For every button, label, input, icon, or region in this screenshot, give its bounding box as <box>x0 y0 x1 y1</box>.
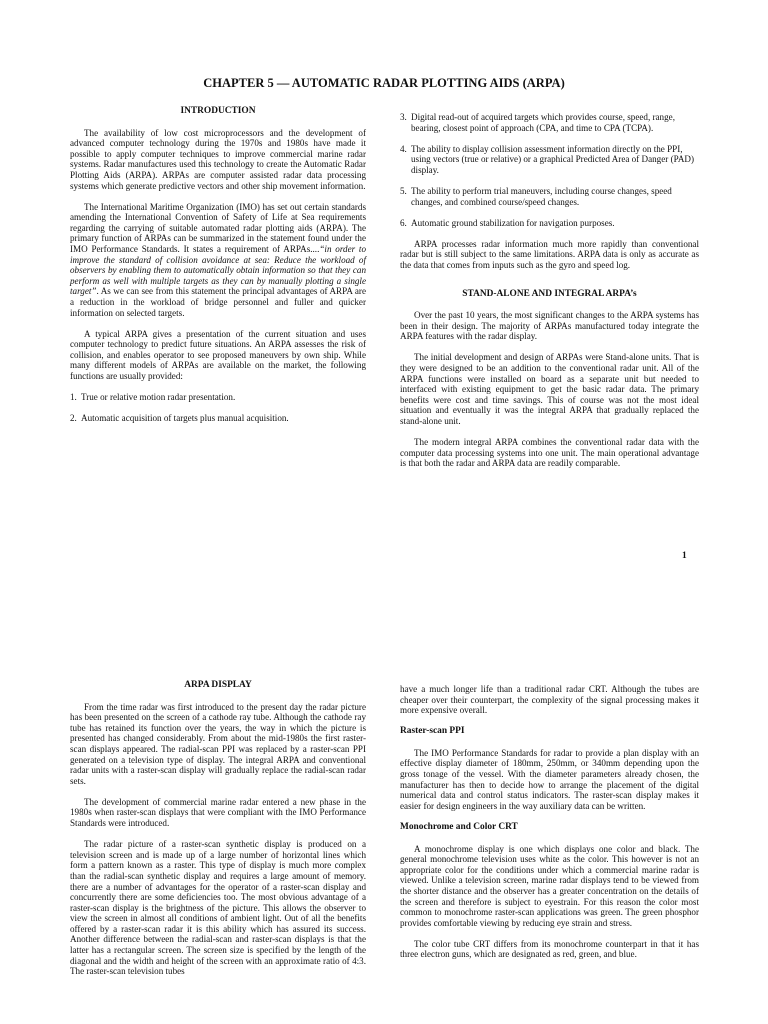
function-list-continued <box>400 112 699 228</box>
paragraph: A monochrome display is one which displays one color and black. The general monochrome television uses white as the color. This however is not an appropriate color for the conditions under which a commercial marine radar is viewed. Unlike a television screen, marine radar displays tend to be viewed from the shorter distance and the observer has a greater concentration on the details of the screen and therefore is subject to eyestrain. For this reason the color most common to monochrome raster-scan applications was green. The green phosphor provides comfortable viewing by reducing eye strain and stress. <box>400 843 699 928</box>
list-item <box>400 186 699 207</box>
section-heading-stand-alone: STAND-ALONE AND INTEGRAL ARPA’s <box>462 288 637 299</box>
page1-left-column <box>70 106 366 434</box>
list-text: Automatic ground stabilization for navigation purposes. <box>411 217 615 228</box>
list-item <box>400 112 699 133</box>
paragraph: The modern integral ARPA combines the conventional radar data with the computer data processing systems into one unit. The main operational advantage is that both the radar and ARPA data are readily comparable. <box>400 437 699 469</box>
list-text: The ability to perform trial maneuvers, including course changes, speed changes, and combined course/speed changes. <box>411 185 672 207</box>
list-text: Digital read-out of acquired targets which provides course, speed, range, bearing, closest point of approach (CPA, and time to CPA (TCPA). <box>411 112 675 133</box>
list-text: True or relative motion radar presentation. <box>81 392 236 403</box>
paragraph-imo <box>70 202 366 319</box>
list-item <box>70 413 366 424</box>
paragraph: ARPA processes radar information much more rapidly than conventional radar but is still subject to the same limitations. ARPA data is only as accurate as the data that comes from inputs such as the gyro and speed log. <box>400 238 699 270</box>
paragraph: The initial development and design of ARPAs were Stand-alone units. That is they were designed to be an addition to the conventional radar unit. All of the ARPA functions were installed on board as a separate unit but needed to interfaced with existing equipment to get the basic radar data. The primary benefits were cost and time savings. This of course was not the most ideal situation and eventually it was the integral ARPA that gradually replaced the stand-alone unit. <box>400 352 699 426</box>
paragraph: Over the past 10 years, the most significant changes to the ARPA systems has been in their design. The majority of ARPAs manufactured today integrate the ARPA features with the radar display. <box>400 310 699 342</box>
paragraph: The color tube CRT differs from its monochrome counterpart in that it has three electron guns, which are designated as red, green, and blue. <box>400 938 699 960</box>
section-heading-introduction: INTRODUCTION <box>180 106 256 116</box>
paragraph: The IMO Performance Standards for radar to provide a plan display with an effective display diameter of 180mm, 250mm, or 340mm depending upon the gross tonage of the vessel. With the diameter parameters already chosen, the manufacturer has then to decide how to arrange the placement of the digital numerical data and control status indicators. The raster-scan display makes it easier for design engineers in the way auxiliary data can be written. <box>400 747 699 811</box>
list-item <box>400 144 699 176</box>
page2-right-column <box>400 684 699 970</box>
chapter-title: CHAPTER 5 — AUTOMATIC RADAR PLOTTING AIDS (ARPA) <box>203 76 565 90</box>
page-number: 1 <box>682 551 687 561</box>
paragraph: A typical ARPA gives a presentation of the current situation and uses computer technology to predict future situations. An ARPA assesses the risk of collision, and enables operator to see proposed maneuvers by own ship. While many different models of ARPAs are available on the market, the following functions are usually provided: <box>70 328 366 382</box>
page2-left-column <box>70 680 366 987</box>
paragraph-text: The International Maritime Organization (IMO) has set out certain standards amending the International Convention of Safety of Life at Sea requirements regarding the carrying of suitable automated radar plotting aids (ARPA). The primary function of ARPAs can be summarized in the statement found under the IMO Performance Standards. It states a requirement of ARPAs.... <box>70 201 366 255</box>
imo-quote: “in order to improve the standard of collision avoidance at sea: Reduce the workload of observers by enabling them to automatically obtain information so that they can perform as well with multiple targets as they can by manually plotting a single target” <box>70 244 366 297</box>
list-number: 5. <box>400 185 407 196</box>
paragraph: The development of commercial marine radar entered a new phase in the 1980s when raster-scan displays that were compliant with the IMO Performance Standards were introduced. <box>70 796 366 829</box>
paragraph: From the time radar was first introduced to the present day the radar picture has been presented on the screen of a cathode ray tube. Although the cathode ray tube has retained its function over the years, the way in which the picture is presented has changed considerably. From about the mid-1980s the first raster-scan displays appeared. The radial-scan PPI was replaced by a raster-scan PPI generated on a television type of display. The integral ARPA and conventional radar units with a raster-scan display will gradually replace the radial-scan radar sets. <box>70 701 366 786</box>
list-text: Automatic acquisition of targets plus manual acquisition. <box>81 413 289 424</box>
function-list <box>70 392 366 424</box>
paragraph: The radar picture of a raster-scan synthetic display is produced on a television screen and is made up of a large number of horizontal lines which form a pattern known as a raster. This type of display is much more complex than the radial-scan synthetic display and requires a large amount of memory. there are a number of advantages for the operator of a raster-scan display and concurrently there are some deficiencies too. The most obvious advantage of a raster-scan display is the brightness of the picture. This allows the observer to view the screen in almost all conditions of ambient light. Out of all the benefits offered by a raster-scan radar it is this ability which has assured its success. Another difference between the radial-scan and raster-scan displays is that the latter has a rectangular screen. The screen size is specified by the length of the diagonal and the width and height of the screen with an approximate ratio of 4:3. The raster-scan television tubes <box>70 839 366 977</box>
paragraph-text: . As we can see from this statement the principal advantages of ARPA are a reduction in the workload of bridge personnel and fuller and quicker information on selected targets. <box>70 286 366 318</box>
list-number: 1. <box>70 392 77 403</box>
list-item <box>70 392 366 403</box>
list-number: 6. <box>400 217 407 228</box>
paragraph-continued: have a much longer life than a traditional radar CRT. Although the tubes are cheaper over their counterpart, the complexity of the signal processing makes it more expensive overall. <box>400 684 699 716</box>
subheading-monochrome-color-crt: Monochrome and Color CRT <box>400 821 518 832</box>
list-text: The ability to display collision assessment information directly on the PPI, using vectors (true or relative) or a graphical Predicted Area of Danger (PAD) display. <box>411 143 694 175</box>
list-number: 3. <box>400 112 407 122</box>
list-item <box>400 218 699 229</box>
list-number: 4. <box>400 143 407 154</box>
page1-right-column <box>400 112 699 479</box>
list-number: 2. <box>70 413 77 424</box>
section-heading-arpa-display: ARPA DISPLAY <box>184 680 252 690</box>
subheading-raster-scan-ppi: Raster-scan PPI <box>400 726 465 737</box>
paragraph: The availability of low cost microprocessors and the development of advanced computer technology during the 1970s and 1980s have made it possible to apply computer techniques to improve commercial marine radar systems. Radar manufactures used this technology to create the Automatic Radar Plotting Aids (ARPA). ARPAs are computer assisted radar data processing systems which generate predictive vectors and other ship movement information. <box>70 127 366 191</box>
